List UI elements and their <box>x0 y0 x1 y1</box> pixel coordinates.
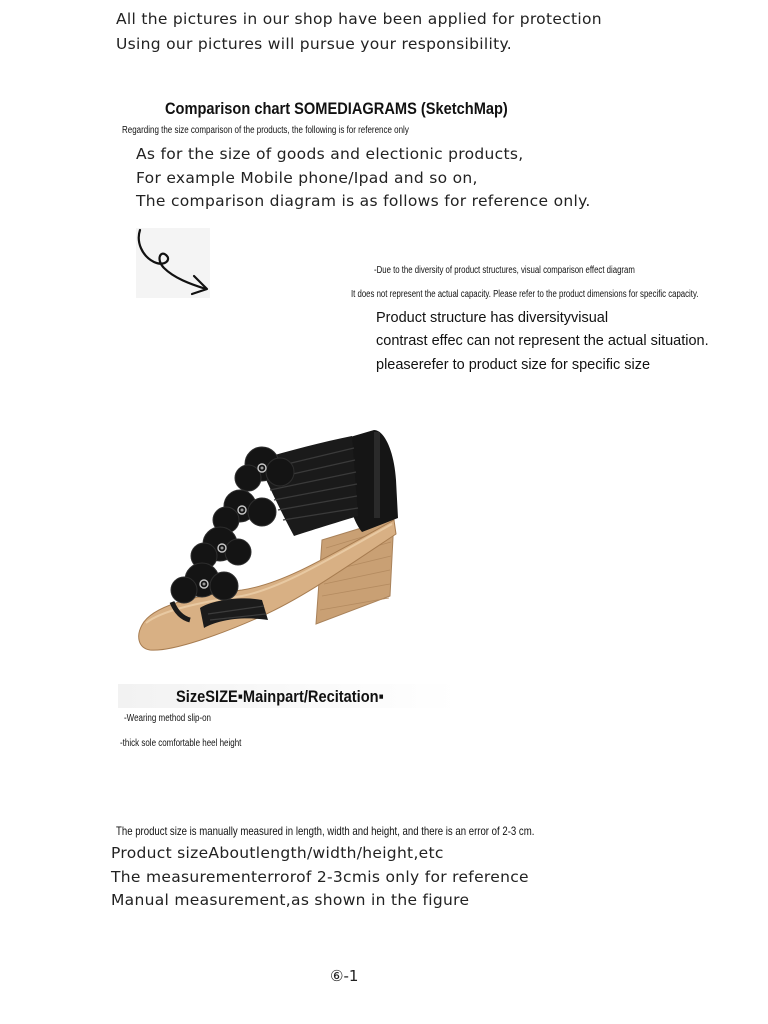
measurement-line-2: The measurementerrorof 2-3cmis only for reference <box>111 868 529 886</box>
diversity-note-2: It does not represent the actual capacity. Please refer to the product dimensions for specific capacity. <box>351 289 699 300</box>
comparison-title: Comparison chart SOMEDIAGRAMS (SketchMap) <box>165 99 508 118</box>
measurement-note: The product size is manually measured in length, width and height, and there is an error of 2-3 cm. <box>116 824 535 838</box>
protection-notice-line1: All the pictures in our shop have been applied for protection <box>116 10 602 28</box>
size-detail-heel: -thick sole comfortable heel height <box>120 738 242 749</box>
page-number: ⑥-1 <box>330 967 359 985</box>
curly-arrow-icon <box>136 228 210 298</box>
comparison-line-2: For example Mobile phone/Ipad and so on, <box>136 169 478 187</box>
size-detail-wearing-method: -Wearing method slip-on <box>124 713 212 724</box>
diversity-line-2: contrast effec can not represent the actual situation. <box>376 333 709 349</box>
wedge-sandal-image <box>112 420 422 670</box>
comparison-subtitle: Regarding the size comparison of the products, the following is for reference only <box>122 125 409 136</box>
protection-notice-line2: Using our pictures will pursue your responsibility. <box>116 35 512 53</box>
comparison-line-3: The comparison diagram is as follows for reference only. <box>136 192 591 210</box>
measurement-line-3: Manual measurement,as shown in the figure <box>111 891 470 909</box>
diversity-line-1: Product structure has diversityvisual <box>376 310 609 326</box>
diversity-line-3: pleaserefer to product size for specific size <box>376 357 651 373</box>
comparison-line-1: As for the size of goods and electionic products, <box>136 145 524 163</box>
measurement-line-1: Product sizeAboutlength/width/height,etc <box>111 844 444 862</box>
diversity-note-1: -Due to the diversity of product structures, visual comparison effect diagram <box>374 265 635 276</box>
size-heading: SizeSIZE▪Mainpart/Recitation▪ <box>176 687 384 706</box>
